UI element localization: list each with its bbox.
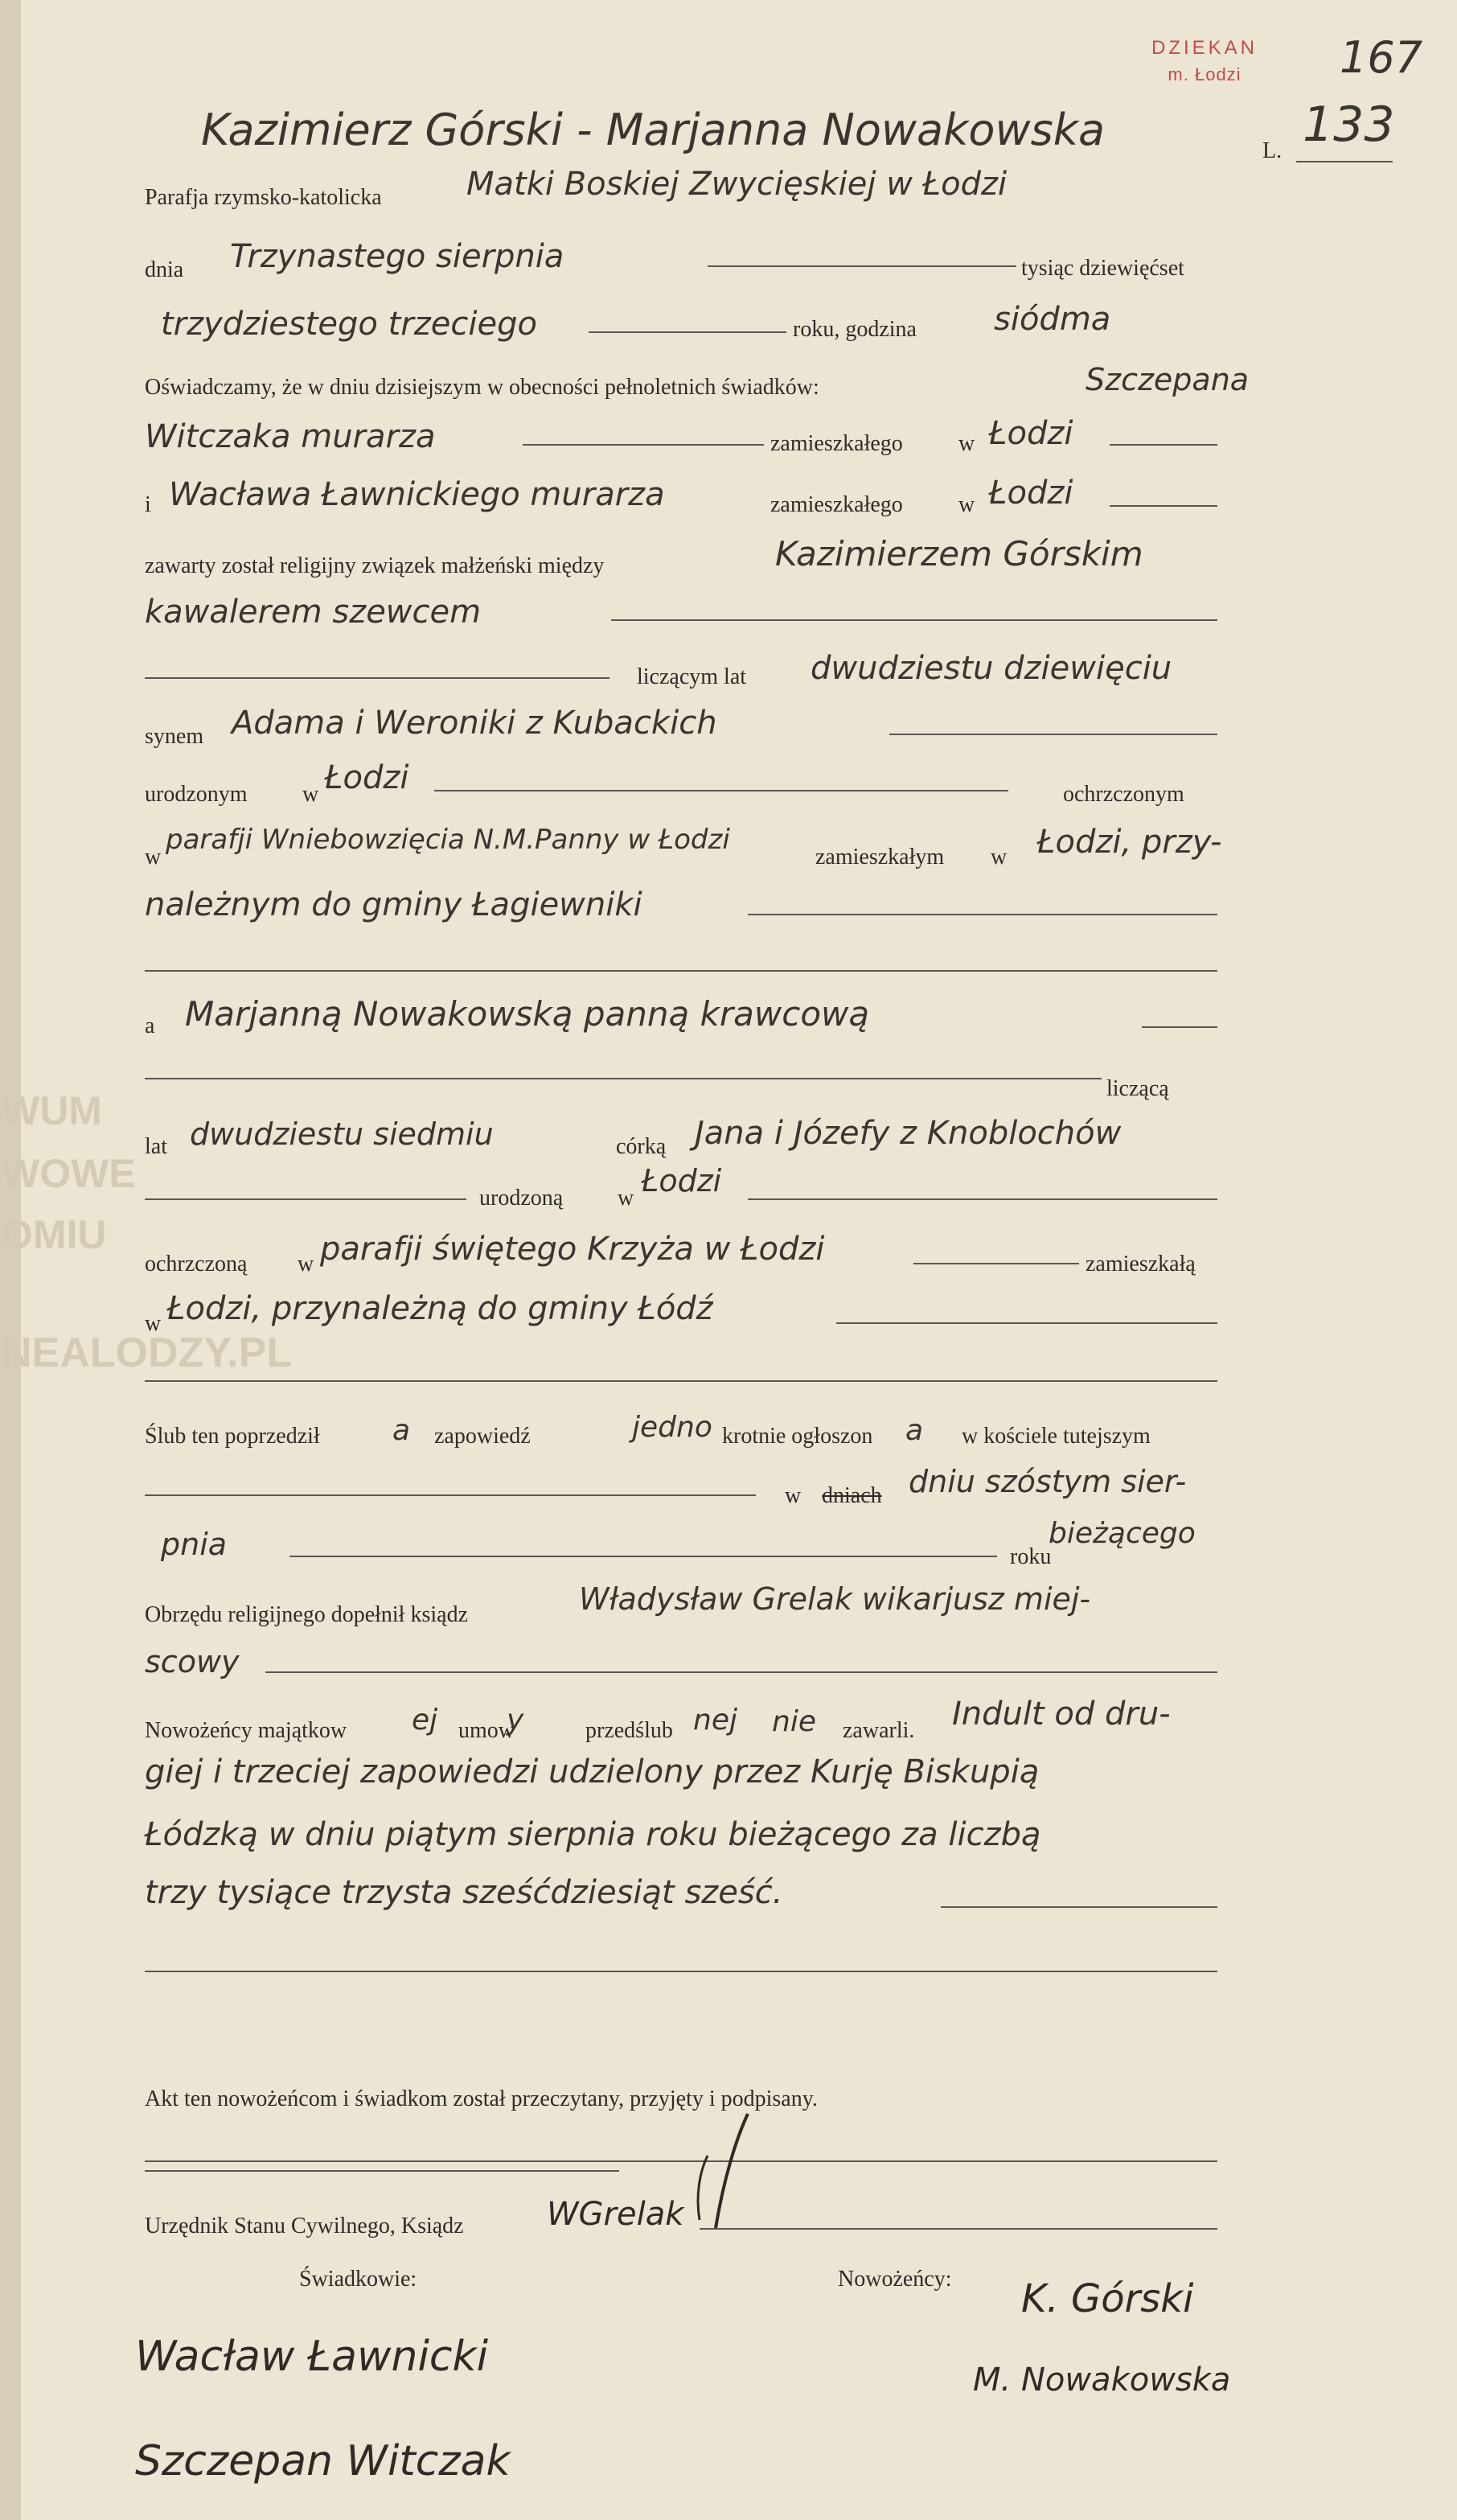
priest-b: scowy xyxy=(145,1644,240,1679)
majatkow-suffix: ej xyxy=(412,1704,438,1737)
roku-label: roku xyxy=(1010,1544,1052,1569)
parish-value: Matki Boskiej Zwycięskiej w Łodzi xyxy=(466,166,1008,203)
zamieszkalym-label: zamieszkałym xyxy=(815,845,945,869)
witness-1-signature: Wacław Ławnicki xyxy=(135,2333,489,2381)
bride-residence: Łodzi, przynależną do gminy Łódź xyxy=(167,1290,713,1327)
nowozency2-label: Nowożeńcy: xyxy=(838,2267,952,2292)
page-gutter xyxy=(0,0,21,2520)
witness2-name: Wacława Ławnickiego murarza xyxy=(169,476,665,513)
urzednik-label: Urzędnik Stanu Cywilnego, Ksiądz xyxy=(145,2214,464,2238)
watermark-line-3: OMIU xyxy=(2,1212,107,1257)
zawarli-label: zawarli. xyxy=(843,1718,915,1743)
l-label: L. xyxy=(1262,138,1283,163)
bride-parents: Jana i Józefy z Knoblochów xyxy=(695,1115,1122,1152)
synem-label: synem xyxy=(145,724,204,749)
witness1-name-b: Witczaka murarza xyxy=(145,418,436,455)
dniach-label: dniach xyxy=(822,1483,882,1508)
bride-age: dwudziestu siedmiu xyxy=(190,1116,494,1152)
remark-c: Łódzką w dniu piątym sierpnia roku bieżącego za liczbą xyxy=(145,1816,1041,1853)
slub-suffix: a xyxy=(392,1414,411,1447)
liczacym-label: liczącym lat xyxy=(637,664,747,689)
krotnie-label: krotnie ogłoszon xyxy=(722,1424,873,1449)
hour-value: siódma xyxy=(994,301,1111,338)
corka-label: córką xyxy=(616,1134,667,1159)
banns-date-a: dniu szóstym sier- xyxy=(909,1464,1187,1499)
kosciele-label: w kościele tutejszym xyxy=(962,1424,1151,1449)
banns-year: bieżącego xyxy=(1049,1517,1196,1550)
priest-a: Władysław Grelak wikarjusz miej- xyxy=(579,1581,1091,1617)
year-value: trzydziestego trzeciego xyxy=(161,306,537,343)
oswiadczamy-label: Oświadczamy, że w dniu dzisiejszym w obecności pełnoletnich świadków: xyxy=(145,375,819,400)
dean-stamp xyxy=(1124,37,1285,114)
act-number: 133 xyxy=(1303,97,1395,153)
zawarty-label: zawarty został religijny związek małżeński między xyxy=(145,553,605,578)
zapowiedz-label: zapowiedź xyxy=(434,1424,531,1449)
ochrzczona-label: ochrzczoną xyxy=(145,1252,248,1276)
witness1-name-a: Szczepana xyxy=(1086,362,1250,397)
dnia-label: dnia xyxy=(145,257,184,282)
w-label-3: w xyxy=(302,782,319,807)
w-label-8: w xyxy=(145,1311,162,1336)
witness1-place: Łodzi xyxy=(989,415,1073,452)
ochrzczonym-label: ochrzczonym xyxy=(1063,782,1184,807)
swiadkowie-label: Świadkowie: xyxy=(299,2267,417,2292)
umow-label: umow xyxy=(458,1718,515,1743)
groom-age: dwudziestu dziewięciu xyxy=(811,650,1172,687)
w-label-5: w xyxy=(991,845,1008,869)
groom-birthplace: Łodzi xyxy=(325,759,409,796)
w-label-1: w xyxy=(958,431,975,456)
watermark-line-4: NEALODZY.PL xyxy=(2,1330,293,1376)
watermark-line-1: WUM xyxy=(2,1088,102,1133)
tysiac-label: tysiąc dziewięćset xyxy=(1021,256,1184,281)
w-label-9: w xyxy=(785,1483,802,1508)
bride-birthplace: Łodzi xyxy=(642,1163,722,1198)
w-label-2: w xyxy=(958,492,975,517)
watermark-line-2: WOWE xyxy=(2,1151,136,1196)
zamieszkalego-label-1: zamieszkałego xyxy=(770,431,903,456)
groom-name-b: kawalerem szewcem xyxy=(145,594,482,631)
lat-label: lat xyxy=(145,1134,167,1159)
w-label-4: w xyxy=(145,845,162,869)
przedslub-suffix: nej xyxy=(693,1704,737,1737)
stamp-line-2: m. Łodzi xyxy=(1168,64,1242,84)
a-label: a xyxy=(145,1013,155,1038)
groom-parents: Adama i Weroniki z Kubackich xyxy=(232,705,717,742)
w-label-6: w xyxy=(618,1186,634,1211)
przedslub-label: przedślub xyxy=(585,1718,673,1743)
akt-label: Akt ten nowożeńcom i świadkom został przeczytany, przyjęty i podpisany. xyxy=(145,2086,818,2111)
urodzonym-label: urodzonym xyxy=(145,782,248,807)
remark-b: giej i trzeciej zapowiedzi udzielony przez Kurję Biskupią xyxy=(145,1753,1040,1790)
groom-residence-a: Łodzi, przy- xyxy=(1037,824,1222,861)
liczaca-label: liczącą xyxy=(1106,1076,1169,1101)
groom-baptism: parafji Wniebowzięcia N.M.Panny w Łodzi xyxy=(166,824,730,856)
witness2-place: Łodzi xyxy=(989,475,1073,512)
witness-2-signature: Szczepan Witczak xyxy=(135,2437,511,2485)
bride-name: Marjanną Nowakowską panną krawcową xyxy=(185,994,870,1034)
i-label: i xyxy=(145,492,151,517)
umow-suffix: y xyxy=(507,1704,524,1737)
header-names: Kazimierz Górski - Marjanna Nowakowska xyxy=(201,105,1106,155)
groom-residence-b: należnym do gminy Łagiewniki xyxy=(145,886,642,923)
bride-baptism: parafji świętego Krzyża w Łodzi xyxy=(320,1231,825,1268)
urodzona-label: urodzoną xyxy=(479,1186,564,1211)
nie-value: nie xyxy=(772,1705,816,1738)
obrzedu-label: Obrzędu religijnego dopełnił ksiądz xyxy=(145,1602,468,1627)
groom-name-a: Kazimierzem Górskim xyxy=(775,534,1143,573)
ogloszon-suffix: a xyxy=(905,1414,924,1447)
zamieszkala-label: zamieszkałą xyxy=(1086,1252,1196,1276)
w-label-7: w xyxy=(298,1252,314,1276)
urzednik-signature: WGrelak xyxy=(547,2196,684,2233)
banns-date-b: pnia xyxy=(161,1527,228,1562)
spouse-1-signature: K. Górski xyxy=(1021,2276,1194,2321)
dnia-value: Trzynastego sierpnia xyxy=(230,238,564,275)
remark-d: trzy tysiące trzysta sześćdziesiąt sześć. xyxy=(145,1874,783,1911)
parish-label: Parafja rzymsko-katolicka xyxy=(145,185,382,210)
zamieszkalego-label-2: zamieszkałego xyxy=(770,492,903,517)
banns-count: jedno xyxy=(632,1411,712,1444)
signature-flourish xyxy=(659,2107,772,2236)
spouse-2-signature: M. Nowakowska xyxy=(973,2362,1231,2399)
nowozency-label: Nowożeńcy majątkow xyxy=(145,1718,347,1743)
page-number: 167 xyxy=(1340,32,1423,83)
remark-a: Indult od dru- xyxy=(952,1696,1171,1733)
slub-label: Ślub ten poprzedził xyxy=(145,1424,320,1449)
roku-godzina-label: roku, godzina xyxy=(793,317,917,342)
stamp-line-1: DZIEKAN xyxy=(1151,37,1258,59)
